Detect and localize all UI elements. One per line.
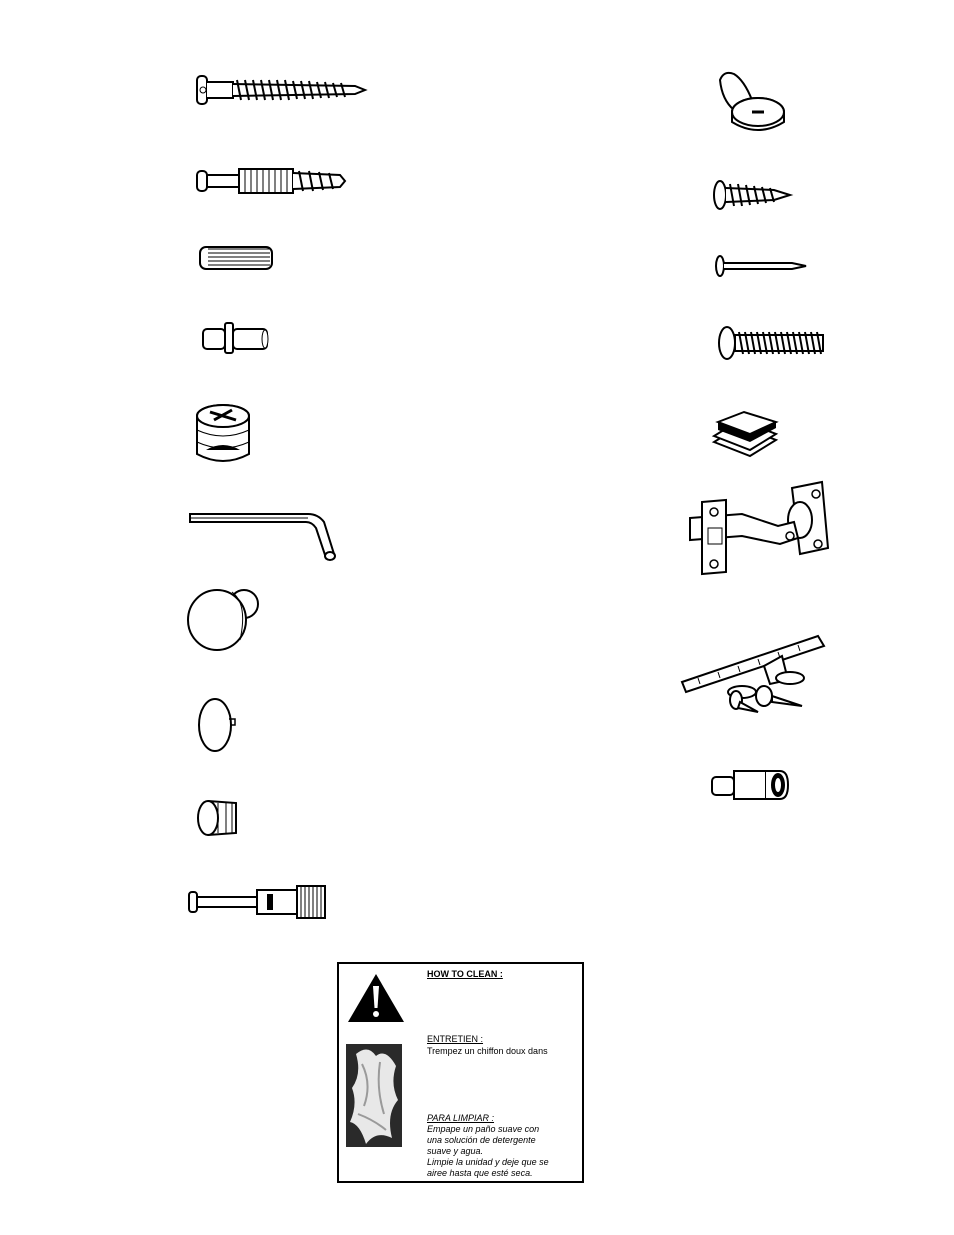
cam-bolt-icon bbox=[195, 163, 355, 199]
para-limpiar-line: una solución de detergente bbox=[427, 1135, 536, 1145]
hinge-icon bbox=[682, 478, 832, 580]
knob-icon bbox=[186, 584, 264, 654]
entretien-heading: ENTRETIEN : bbox=[427, 1034, 484, 1044]
para-limpiar-line: Empape un paño suave con bbox=[427, 1124, 540, 1134]
plastic-plug-icon bbox=[196, 797, 240, 839]
safety-strap-icon bbox=[678, 626, 828, 714]
wooden-dowel-icon bbox=[198, 245, 278, 271]
short-screw-icon bbox=[712, 178, 792, 212]
sleeve-icon bbox=[710, 765, 790, 803]
entretien-text: Trempez un chiffon doux dans bbox=[427, 1046, 548, 1056]
para-limpiar-line: airee hasta que esté seca. bbox=[427, 1168, 533, 1178]
para-limpiar-line: Limpie la unidad y deje que se bbox=[427, 1157, 549, 1167]
cam-lock-icon bbox=[192, 402, 254, 468]
cloth-icon bbox=[346, 1044, 402, 1147]
long-screw-bolt-icon bbox=[195, 72, 370, 110]
para-limpiar-text bbox=[427, 1124, 549, 1179]
para-limpiar-line: suave y agua. bbox=[427, 1146, 484, 1156]
cover-cap-icon bbox=[197, 697, 243, 753]
care-instructions-box bbox=[337, 962, 584, 1183]
nail-icon bbox=[714, 254, 809, 278]
shelf-support-pin-icon bbox=[201, 321, 271, 355]
how-to-clean-heading: HOW TO CLEAN : bbox=[427, 969, 503, 979]
warning-triangle-icon bbox=[346, 972, 406, 1024]
hook-cap-icon bbox=[712, 70, 787, 136]
felt-pads-icon bbox=[710, 412, 780, 458]
para-limpiar-heading: PARA LIMPIAR : bbox=[427, 1113, 495, 1123]
connector-bolt-icon bbox=[187, 882, 332, 922]
allen-key-icon bbox=[188, 508, 338, 566]
machine-screw-icon bbox=[717, 324, 827, 362]
